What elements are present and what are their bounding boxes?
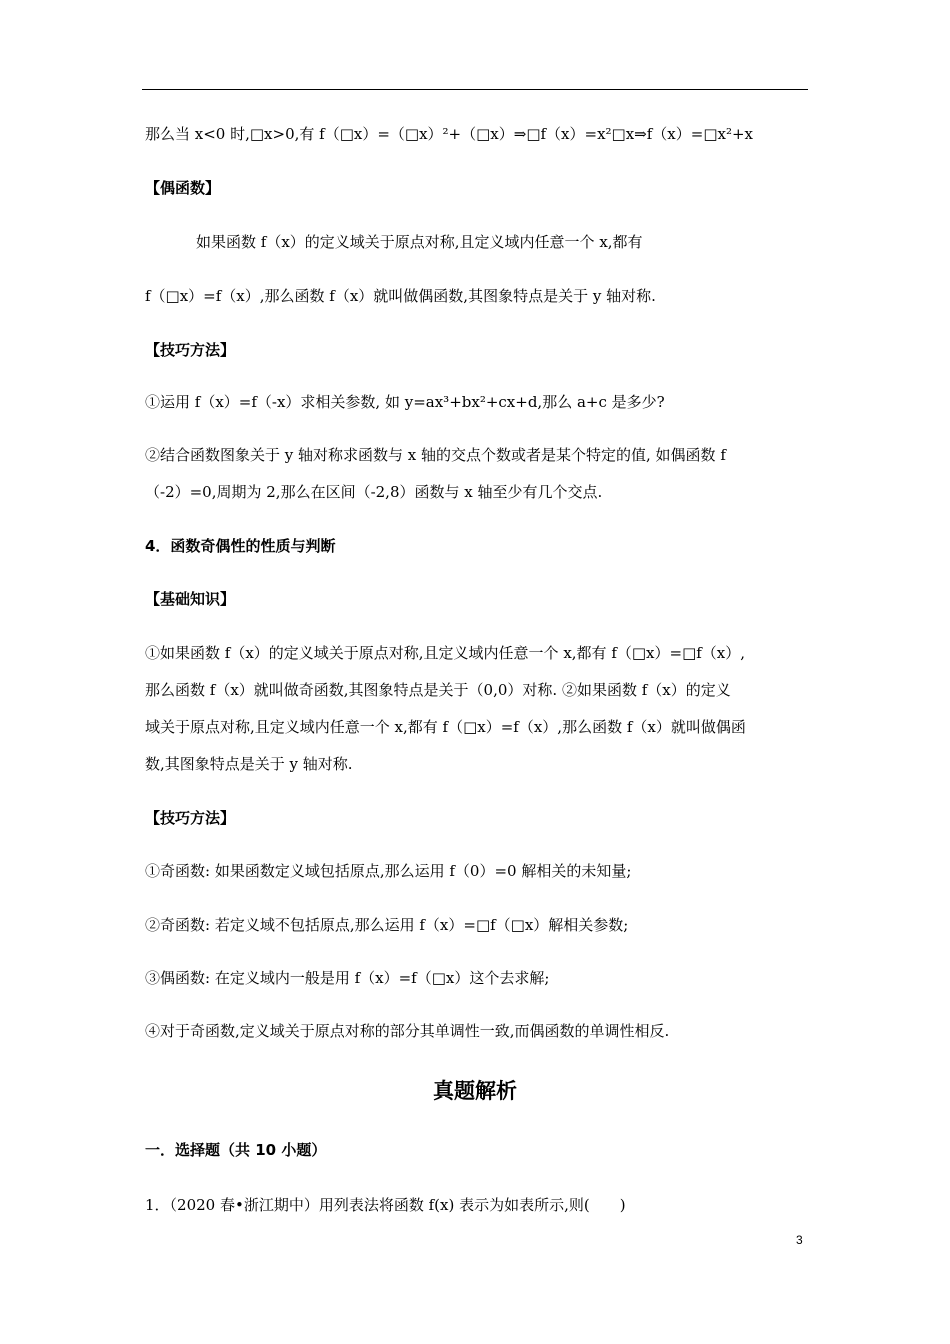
text-line: ①运用 f（x）=f（-x）求相关参数, 如 y=ax³+bx²+cx+d,那么 a+c 是多少? <box>145 393 665 411</box>
text-line: ②结合函数图象关于 y 轴对称求函数与 x 轴的交点个数或者是某个特定的值, 如偶函数 f <box>145 446 726 464</box>
text-line: ①如果函数 f（x）的定义域关于原点对称,且定义域内任意一个 x,都有 f（□x）=□f（x）, <box>145 644 746 662</box>
text-line: （-2）=0,周期为 2,那么在区间（-2,8）函数与 x 轴至少有几个交点. <box>145 483 603 501</box>
text-line: 数,其图象特点是关于 y 轴对称. <box>145 755 353 773</box>
text-line: ④对于奇函数,定义域关于原点对称的部分其单调性一致,而偶函数的单调性相反. <box>145 1022 670 1040</box>
text-line: 那么函数 f（x）就叫做奇函数,其图象特点是关于（0,0）对称. ②如果函数 f（x）的定义 <box>145 681 731 699</box>
text-line: ①奇函数: 如果函数定义域包括原点,那么运用 f（0）=0 解相关的未知量; <box>145 862 632 880</box>
text-line: 域关于原点对称,且定义域内任意一个 x,都有 f（□x）=f（x）,那么函数 f（x）就叫做偶函 <box>145 718 746 736</box>
section-heading-techniques: 【技巧方法】 <box>145 341 236 359</box>
section-heading-basics: 【基础知识】 <box>145 590 236 608</box>
section-title: 真题解析 <box>433 1079 517 1103</box>
text-line: 如果函数 f（x）的定义域关于原点对称,且定义域内任意一个 x,都有 <box>196 233 643 251</box>
header-rule <box>142 89 808 90</box>
text-line: 那么当 x<0 时,□x>0,有 f（□x）=（□x）²+（□x）⇒□f（x）=x²□x⇒f（x）=□x²+x <box>145 125 753 143</box>
question-1: 1．（2020 春•浙江期中）用列表法将函数 f(x) 表示为如表所示,则( ) <box>145 1196 626 1214</box>
question-section-heading: 一．选择题（共 10 小题） <box>145 1141 327 1159</box>
page-number: 3 <box>796 1233 803 1247</box>
text-line: ②奇函数: 若定义域不包括原点,那么运用 f（x）=□f（□x）解相关参数; <box>145 916 629 934</box>
text-line: f（□x）=f（x）,那么函数 f（x）就叫做偶函数,其图象特点是关于 y 轴对称. <box>145 287 656 305</box>
text-line: ③偶函数: 在定义域内一般是用 f（x）=f（□x）这个去求解; <box>145 969 550 987</box>
section-heading-techniques-2: 【技巧方法】 <box>145 809 236 827</box>
section-heading-parity: 4．函数奇偶性的性质与判断 <box>145 537 336 555</box>
section-heading-even-function: 【偶函数】 <box>145 179 221 197</box>
